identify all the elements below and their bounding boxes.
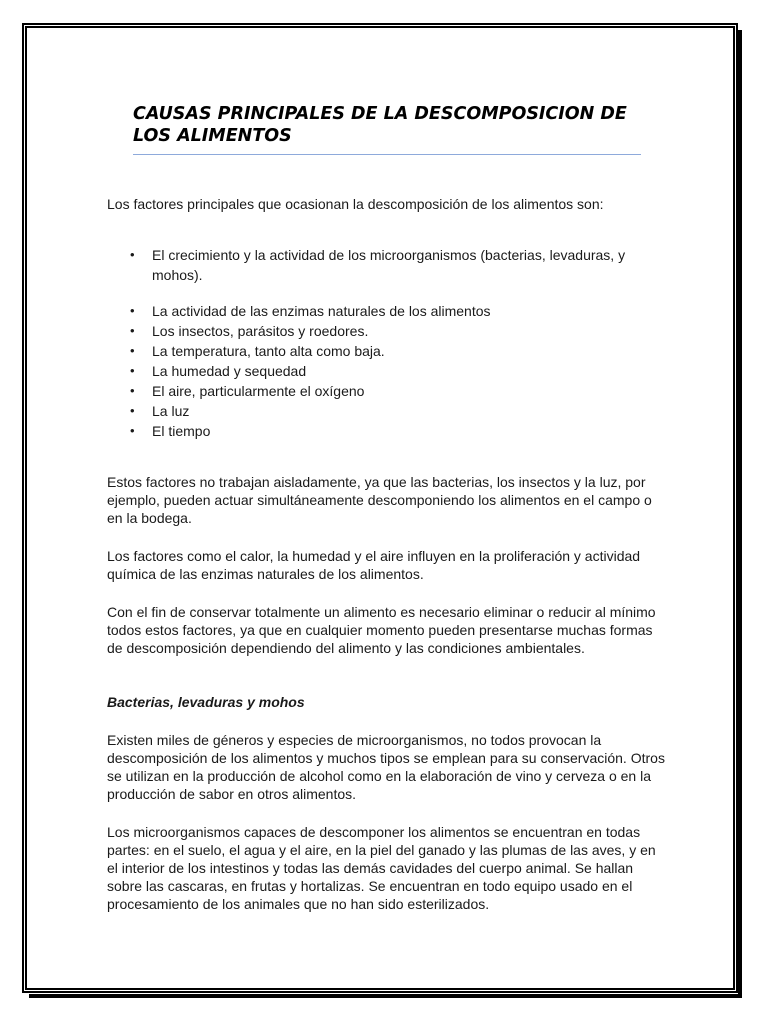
page-border-shadow-bottom [29, 994, 741, 998]
document-body [107, 195, 667, 913]
bullet-icon: • [130, 343, 135, 358]
list-item [107, 341, 667, 361]
list-item-text: La humedad y sequedad [152, 363, 307, 379]
body-paragraph: Con el fin de conservar totalmente un alimento es necesario eliminar o reducir al mínimo todos estos factores, ya que en cualquier momento pueden presentarse muchas formas de descomposición dependiendo del alimento y las condiciones ambientales. [107, 604, 656, 656]
list-item [107, 421, 667, 441]
list-item [107, 381, 667, 401]
section-heading: Bacterias, levaduras y mohos [107, 694, 305, 710]
list-item-text: El aire, particularmente el oxígeno [152, 383, 365, 399]
list-item [107, 321, 667, 341]
bullet-icon: • [130, 323, 135, 338]
bullet-icon: • [130, 303, 135, 318]
list-item-text: Los insectos, parásitos y roedores. [152, 323, 369, 339]
list-item-text: El tiempo [152, 423, 211, 439]
bullet-icon: • [130, 247, 135, 262]
page-border-shadow-right [738, 30, 742, 998]
body-paragraph: Los factores como el calor, la humedad y el aire influyen en la proliferación y actividad química de las enzimas naturales de los alimentos. [107, 548, 641, 582]
list-item-text: La temperatura, tanto alta como baja. [152, 343, 385, 359]
bullet-icon: • [130, 383, 135, 398]
factor-list [107, 245, 667, 441]
list-item-text: El crecimiento y la actividad de los microorganismos (bacterias, levaduras, y mohos). [152, 247, 626, 283]
bullet-icon: • [130, 403, 135, 418]
section-paragraph: Existen miles de géneros y especies de microorganismos, no todos provocan la descomposición de los alimentos y muchos tipos se emplean para su conservación. Otros se utilizan en la producción de alcohol como en la elaboración de vino y cerveza o en la producción de sabor en otros alimentos. [107, 732, 665, 802]
list-item-text: La actividad de las enzimas naturales de los alimentos [152, 303, 491, 319]
title-block [133, 103, 641, 155]
document-title: CAUSAS PRINCIPALES DE LA DESCOMPOSICION DE LOS ALIMENTOS [133, 104, 627, 146]
bullet-icon: • [130, 423, 135, 438]
bullet-icon: • [130, 363, 135, 378]
section-paragraph: Los microorganismos capaces de descomponer los alimentos se encuentran en todas partes: en el suelo, el agua y el aire, en la piel del ganado y las plumas de las aves, y en el interior de los intestinos y todas las demás cavidades del cuerpo animal. Se hallan sobre las cascaras, en frutas y hortalizas. Se encuentran en todo equipo usado en el procesamiento de los animales que no han sido esterilizados. [107, 824, 656, 912]
list-item [107, 301, 667, 321]
body-paragraph: Estos factores no trabajan aisladamente, ya que las bacterias, los insectos y la luz, por ejemplo, pueden actuar simultáneamente descomponiendo los alimentos en el campo o en la bodega. [107, 474, 652, 526]
list-item [107, 245, 667, 285]
list-item [107, 361, 667, 381]
list-item-text: La luz [152, 403, 190, 419]
intro-paragraph: Los factores principales que ocasionan la descomposición de los alimentos son: [107, 196, 604, 212]
list-item [107, 401, 667, 421]
